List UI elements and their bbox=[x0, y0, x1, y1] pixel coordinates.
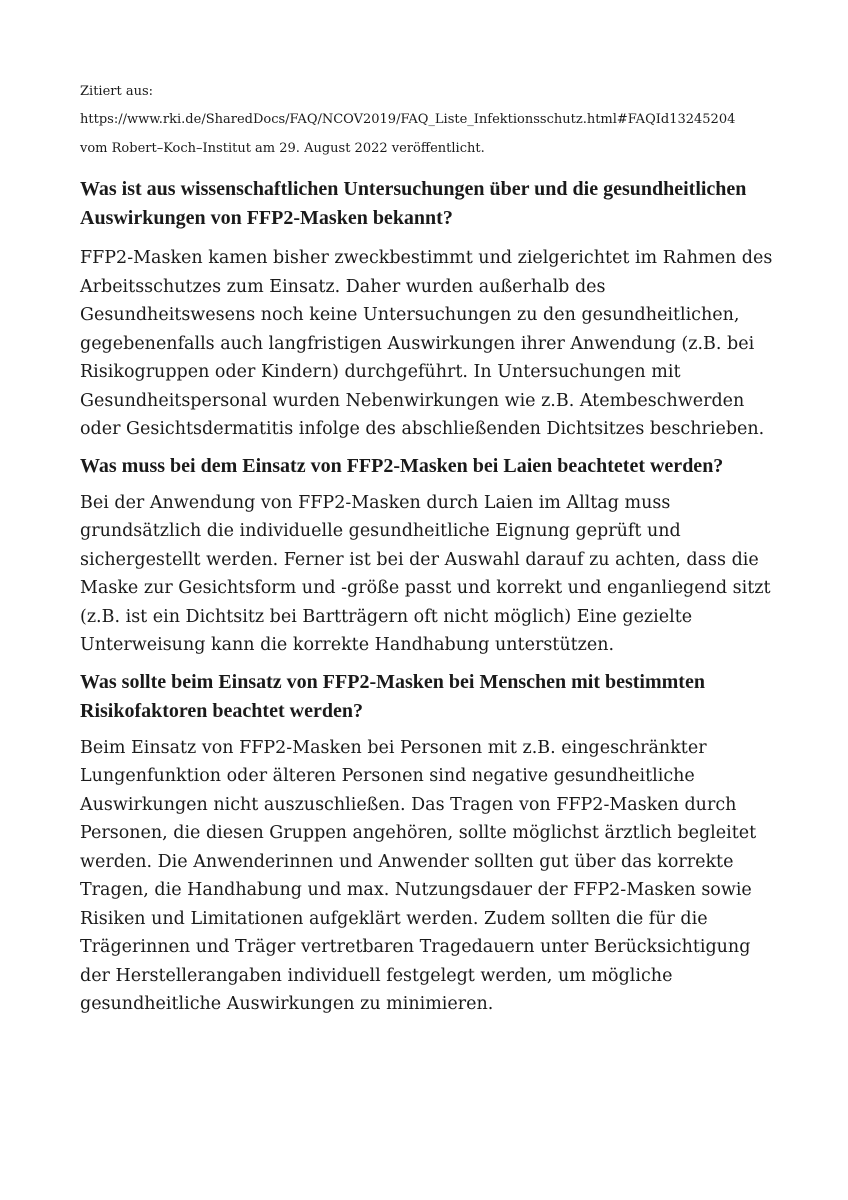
faq-question-3: Was sollte beim Einsatz von FFP2-Masken bei Menschen mit bestimmten Risikofaktoren beachtet werden? bbox=[80, 670, 705, 722]
faq-answer-3: Beim Einsatz von FFP2-Masken bei Personen mit z.B. eingeschränkter Lungenfunktion oder älteren Personen sind negative gesundheitliche Auswirkungen nicht auszuschließen. Das Tragen von FFP2-Masken durch Personen, die diesen Gruppen angehören, sollte möglichst ärztlich begleitet werden. Die Anwenderinnen und Anwender sollten gut über das korrekte Tragen, die Handhabung und max. Nutzungsdauer der FFP2-Masken sowie Risiken und Limitationen aufgeklärt werden. Zudem sollten die für die Trägerinnen und Träger vertretbaren Tragedauern unter Berücksichtigung der Herstellerangaben individuell festgelegt werden, um mögliche gesundheitliche Auswirkungen zu minimieren. bbox=[80, 737, 757, 1014]
faq-question-2: Was muss bei dem Einsatz von FFP2-Masken bei Laien beachtetet werden? bbox=[80, 454, 724, 477]
citation-url: https://www.rki.de/SharedDocs/FAQ/NCOV2019/FAQ_Liste_Infektionsschutz.html#FAQId13245204 bbox=[80, 112, 736, 127]
citation-intro: Zitiert aus: bbox=[80, 84, 154, 99]
faq-answer-1: FFP2-Masken kamen bisher zweckbestimmt und zielgerichtet im Rahmen des Arbeitsschutzes zum Einsatz. Daher wurden außerhalb des Gesundheitswesens noch keine Untersuchungen zu den gesundheitlichen, gegebenenfalls auch langfristigen Auswirkungen ihrer Anwendung (z.B. bei Risikogruppen oder Kindern) durchgeführt. In Untersuchungen mit Gesundheitspersonal wurden Nebenwirkungen wie z.B. Atembeschwerden oder Gesichtsdermatitis infolge des abschließenden Dichtsitzes beschrieben. bbox=[80, 248, 773, 439]
document-page bbox=[80, 78, 780, 1019]
faq-answer-2: Bei der Anwendung von FFP2-Masken durch Laien im Alltag muss grundsätzlich die individuelle gesundheitliche Eignung geprüft und sichergestellt werden. Ferner ist bei der Auswahl darauf zu achten, dass die Maske zur Gesichtsform und -größe passt und korrekt und enganliegend sitzt (z.B. ist ein Dichtsitz bei Bartträgern oft nicht möglich) Eine gezielte Unterweisung kann die korrekte Handhabung unterstützen. bbox=[80, 492, 771, 655]
citation-source: vom Robert–Koch–Institut am 29. August 2022 veröffentlicht. bbox=[80, 141, 485, 156]
faq-question-1: Was ist aus wissenschaftlichen Untersuchungen über und die gesundheitlichen Auswirkungen von FFP2-Masken bekannt? bbox=[80, 178, 747, 229]
